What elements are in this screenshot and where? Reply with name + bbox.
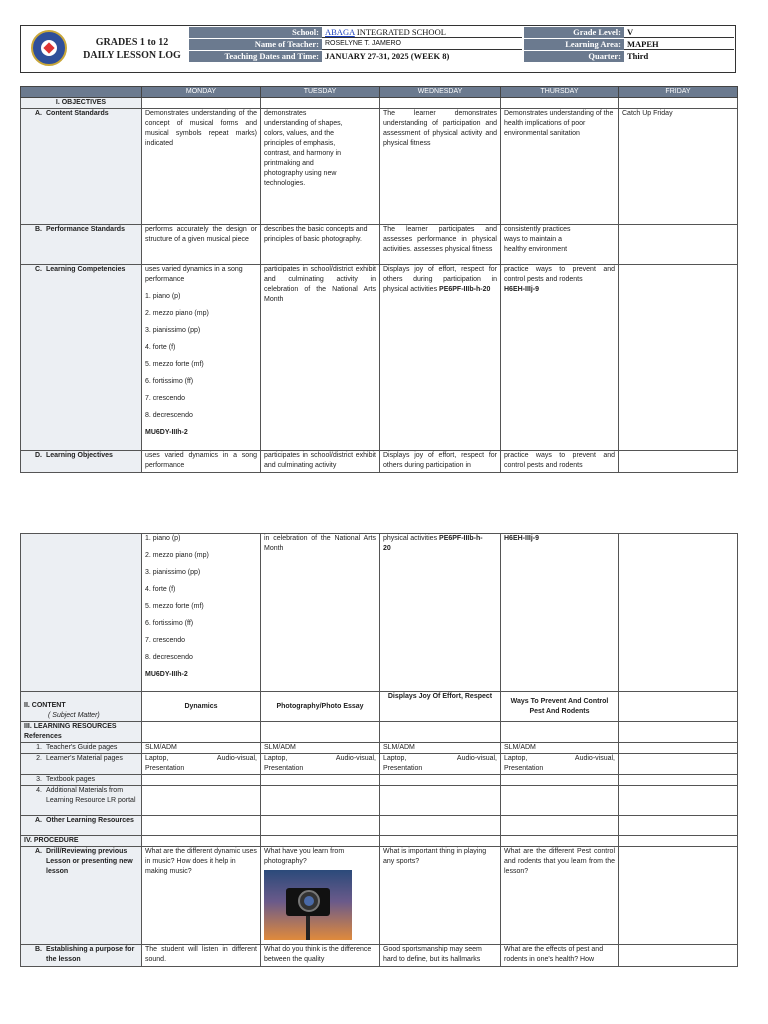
empty-cell (619, 722, 738, 743)
objective-code: PE6PF-IIIb-h- (439, 535, 483, 542)
learning-objectives-continued-row (21, 534, 738, 692)
purpose-label (21, 945, 142, 967)
dates-label: Teaching Dates and Time: (189, 51, 322, 62)
content-thu: Ways To Prevent And Control Pest And Rodents (501, 692, 619, 722)
empty-cell (261, 816, 380, 836)
empty-cell (619, 98, 738, 109)
content-tue: Photography/Photo Essay (261, 692, 380, 722)
empty-cell (619, 847, 738, 945)
learning-objectives-tue-cont: in celebration of the National Arts Month (261, 534, 380, 692)
row-label: Content Standards (46, 110, 109, 117)
material-second: Presentation (504, 765, 544, 772)
competency-text: Displays joy of effort, respect for others during participation in physical activities (383, 266, 497, 293)
row-num: D. (35, 452, 42, 459)
dynamics-item: 8. decrescendo (145, 412, 193, 419)
drill-tue-text: What have you learn from photography? (264, 848, 345, 865)
content-label (21, 692, 142, 722)
lesson-log-header (20, 25, 736, 73)
competencies-tue: participates in school/district exhibit and culminating activity in celebration of the National Arts Month (261, 265, 380, 451)
learners-material-wed (380, 754, 501, 775)
references-label: References (24, 733, 62, 740)
dynamics-item: 8. decrescendo (145, 654, 193, 661)
row-num: A. (35, 817, 42, 824)
empty-cell (380, 786, 501, 816)
textbook-row (21, 775, 738, 786)
learning-objectives-mon: uses varied dynamics in a song performance (142, 451, 261, 473)
other-resources-row (21, 816, 738, 836)
empty-cell (142, 786, 261, 816)
content-standards-fri: Catch Up Friday (619, 109, 738, 225)
dynamics-item: 7. crescendo (145, 395, 186, 402)
grade-value: V (624, 27, 734, 38)
row-label: Performance Standards (46, 226, 125, 233)
competency-code: MU6DY-IIIh-2 (145, 429, 188, 436)
competencies-label (21, 265, 142, 451)
performance-standards-wed: The learner participates and assesses performance in physical activities. assesses physical fitness (380, 225, 501, 265)
empty-cell (501, 836, 619, 847)
procedure-heading-row (21, 836, 738, 847)
material-right: Audio-visual, (216, 755, 257, 762)
competencies-wed (380, 265, 501, 451)
empty-cell (501, 98, 619, 109)
empty-cell (501, 786, 619, 816)
objective-text: physical activities (383, 535, 440, 542)
empty-cell (619, 754, 738, 775)
row-label: Textbook pages (46, 776, 96, 783)
material-line (145, 754, 257, 764)
learning-objectives-label (21, 451, 142, 473)
material-right: Audio-visual, (574, 755, 615, 762)
teachers-guide-row (21, 743, 738, 754)
material-second: Presentation (383, 765, 423, 772)
row-num: 4. (36, 787, 42, 794)
content-standards-mon: Demonstrates understanding of the concept of musical forms and musical symbols repeat marks) indicated (142, 109, 261, 225)
grade-label: Grade Level: (524, 27, 624, 38)
content-mon: Dynamics (142, 692, 261, 722)
objective-code-cont: 20 (383, 545, 391, 552)
day-monday: MONDAY (142, 87, 261, 98)
empty-cell (619, 775, 738, 786)
empty-cell (142, 98, 261, 109)
teacher-label: Name of Teacher: (189, 39, 322, 50)
empty-cell (501, 722, 619, 743)
lens-glass (304, 896, 314, 906)
title-line2: DAILY LESSON LOG (83, 50, 181, 61)
day-tuesday: TUESDAY (261, 87, 380, 98)
procedure-heading: IV. PROCEDURE (21, 836, 142, 847)
teachers-guide-thu: SLM/ADM (501, 743, 619, 754)
material-left: Laptop, (264, 755, 288, 762)
row-num: C. (35, 266, 42, 273)
competencies-mon (142, 265, 261, 451)
empty-cell (142, 816, 261, 836)
school-value (322, 27, 522, 38)
empty-cell (142, 722, 261, 743)
performance-standards-label (21, 225, 142, 265)
material-line (504, 754, 615, 764)
teachers-guide-tue: SLM/ADM (261, 743, 380, 754)
drill-thu: What are the different Pest control and rodents that you learn from the lesson? (501, 847, 619, 945)
dynamics-item: 6. fortissimo (ff) (145, 378, 194, 385)
learners-material-row (21, 754, 738, 775)
material-right: Audio-visual, (456, 755, 497, 762)
row-label: Drill/Reviewing previous Lesson or presenting new lesson (46, 848, 133, 875)
learning-objectives-mon-list (142, 534, 261, 692)
day-header-row (21, 87, 738, 98)
resources-title: III. LEARNING RESOURCES (24, 723, 117, 730)
empty-cell (619, 225, 738, 265)
performance-standards-thu: consistently practices ways to maintain a healthy environment (501, 225, 619, 265)
content-wed: Displays Joy Of Effort, Respect (380, 692, 501, 722)
content-standards-label (21, 109, 142, 225)
day-thursday: THURSDAY (501, 87, 619, 98)
row-num: 2. (36, 755, 42, 762)
dynamics-item: 2. mezzo piano (mp) (145, 552, 209, 559)
drill-mon: What are the different dynamic uses in music? How does it help in making music? (142, 847, 261, 945)
learners-material-mon (142, 754, 261, 775)
dynamics-item: 3. pianissimo (pp) (145, 327, 201, 334)
continued-label-cell (21, 534, 142, 692)
material-line (383, 754, 497, 764)
resources-heading (21, 722, 142, 743)
row-num: B. (35, 226, 42, 233)
empty-cell (501, 775, 619, 786)
row-num: 1. (36, 744, 42, 751)
competencies-row (21, 265, 738, 451)
learning-objectives-tue: participates in school/district exhibit and culminating activity (261, 451, 380, 473)
objectives-heading-row (21, 98, 738, 109)
dynamics-item: 5. mezzo forte (mf) (145, 603, 204, 610)
learning-objectives-row (21, 451, 738, 473)
performance-standards-row (21, 225, 738, 265)
school-link[interactable]: ABAGA (325, 27, 355, 37)
teacher-value: ROSELYNE T. JAMERO (322, 39, 522, 50)
procedure-table (20, 533, 738, 967)
school-label: School: (189, 27, 322, 38)
dynamics-item: 2. mezzo piano (mp) (145, 310, 209, 317)
drill-tue (261, 847, 380, 945)
empty-cell (142, 775, 261, 786)
purpose-wed: Good sportsmanship may seem hard to define, but its hallmarks (380, 945, 501, 967)
tripod (306, 916, 310, 940)
quarter-value: Third (624, 51, 734, 62)
empty-cell (619, 265, 738, 451)
day-header-blank (21, 87, 142, 98)
empty-cell (619, 945, 738, 967)
empty-cell (380, 722, 501, 743)
teachers-guide-wed: SLM/ADM (380, 743, 501, 754)
learning-objectives-thu: practice ways to prevent and control pests and rodents (501, 451, 619, 473)
drill-row (21, 847, 738, 945)
empty-cell (619, 692, 738, 722)
material-left: Laptop, (504, 755, 528, 762)
empty-cell (142, 836, 261, 847)
row-num: 3. (36, 776, 42, 783)
content-standards-wed: The learner demonstrates understanding of participation and assessment of physical activity and physical fitness (380, 109, 501, 225)
dynamics-item: 1. piano (p) (145, 535, 181, 542)
performance-standards-mon: performs accurately the design or structure of a given musical piece (142, 225, 261, 265)
dynamics-item: 4. forte (f) (145, 344, 176, 351)
row-label: Learner's Material pages (46, 755, 123, 762)
area-value: MAPEH (624, 39, 734, 50)
content-heading: II. CONTENT (24, 702, 66, 709)
objectives-table (20, 86, 738, 473)
learners-material-label (21, 754, 142, 775)
empty-cell (619, 786, 738, 816)
dynamics-item: 1. piano (p) (145, 293, 181, 300)
title-line1: GRADES 1 to 12 (95, 37, 169, 48)
row-label: Teacher's Guide pages (46, 744, 118, 751)
row-num: B. (35, 946, 42, 953)
dynamics-item: 4. forte (f) (145, 586, 176, 593)
purpose-tue: What do you think is the difference between the quality (261, 945, 380, 967)
area-label: Learning Area: (524, 39, 624, 50)
competencies-thu (501, 265, 619, 451)
material-second: Presentation (264, 765, 304, 772)
content-row (21, 692, 738, 722)
competency-intro: uses varied dynamics in a song performance (145, 266, 243, 283)
competency-text: practice ways to prevent and control pests and rodents (504, 266, 615, 283)
row-label: Additional Materials from Learning Resource LR portal (46, 787, 136, 804)
material-left: Laptop, (145, 755, 169, 762)
empty-cell (261, 786, 380, 816)
empty-cell (261, 98, 380, 109)
dynamics-item: 3. pianissimo (pp) (145, 569, 201, 576)
row-label: Learning Objectives (46, 452, 113, 459)
empty-cell (380, 836, 501, 847)
drill-label (21, 847, 142, 945)
competency-code: PE6PF-IIIb-h-20 (439, 286, 491, 293)
objectives-heading: I. OBJECTIVES (21, 98, 142, 109)
dynamics-item: 6. fortissimo (ff) (145, 620, 194, 627)
school-name-rest: INTEGRATED SCHOOL (354, 27, 446, 37)
teachers-guide-mon: SLM/ADM (142, 743, 261, 754)
purpose-thu: What are the effects of pest and rodents in one's health? How (501, 945, 619, 967)
day-friday: FRIDAY (619, 87, 738, 98)
row-label: Learning Competencies (46, 266, 126, 273)
learning-objectives-wed: Displays joy of effort, respect for others during participation in (380, 451, 501, 473)
empty-cell (619, 451, 738, 473)
learners-material-tue (261, 754, 380, 775)
teachers-guide-label (21, 743, 142, 754)
row-num: A. (35, 848, 42, 855)
competency-code: H6EH-IIIj-9 (504, 286, 540, 293)
empty-cell (619, 534, 738, 692)
material-left: Laptop, (383, 755, 407, 762)
day-wednesday: WEDNESDAY (380, 87, 501, 98)
deped-seal-icon (31, 30, 67, 66)
row-label: Establishing a purpose for the lesson (46, 946, 135, 963)
additional-materials-row (21, 786, 738, 816)
content-standards-row (21, 109, 738, 225)
purpose-row (21, 945, 738, 967)
content-subheading: ( Subject Matter) (48, 712, 100, 719)
dynamics-item: 7. crescendo (145, 637, 186, 644)
other-resources-label (21, 816, 142, 836)
dates-value: JANUARY 27-31, 2025 (WEEK 8) (322, 51, 522, 62)
empty-cell (619, 836, 738, 847)
learning-objectives-thu-cont (501, 534, 619, 692)
objective-code: MU6DY-IIIh-2 (145, 671, 188, 678)
row-label: Other Learning Resources (46, 817, 134, 824)
material-line (264, 754, 376, 764)
performance-standards-tue: describes the basic concepts and principles of basic photography. (261, 225, 380, 265)
material-right: Audio-visual, (335, 755, 376, 762)
empty-cell (261, 722, 380, 743)
row-num: A. (35, 110, 42, 117)
textbook-label (21, 775, 142, 786)
empty-cell (619, 743, 738, 754)
quarter-label: Quarter: (524, 51, 624, 62)
empty-cell (619, 816, 738, 836)
empty-cell (501, 816, 619, 836)
learners-material-thu (501, 754, 619, 775)
drill-wed: What is important thing in playing any sports? (380, 847, 501, 945)
empty-cell (261, 775, 380, 786)
material-second: Presentation (145, 765, 185, 772)
log-title (73, 36, 191, 62)
resources-heading-row (21, 722, 738, 743)
camera-photo-image (264, 870, 352, 940)
empty-cell (380, 98, 501, 109)
purpose-mon: The student will listen in different sound. (142, 945, 261, 967)
empty-cell (261, 836, 380, 847)
content-standards-thu: Demonstrates understanding of the health implications of poor environmental sanitation (501, 109, 619, 225)
content-standards-tue: demonstrates understanding of shapes, colors, values, and the principles of emphasis, contrast, and harmony in printmaking and photography using new technologies. (261, 109, 380, 225)
empty-cell (380, 775, 501, 786)
objective-code: H6EH-IIIj-9 (504, 535, 540, 542)
additional-materials-label (21, 786, 142, 816)
empty-cell (380, 816, 501, 836)
dynamics-item: 5. mezzo forte (mf) (145, 361, 204, 368)
learning-objectives-wed-cont (380, 534, 501, 692)
